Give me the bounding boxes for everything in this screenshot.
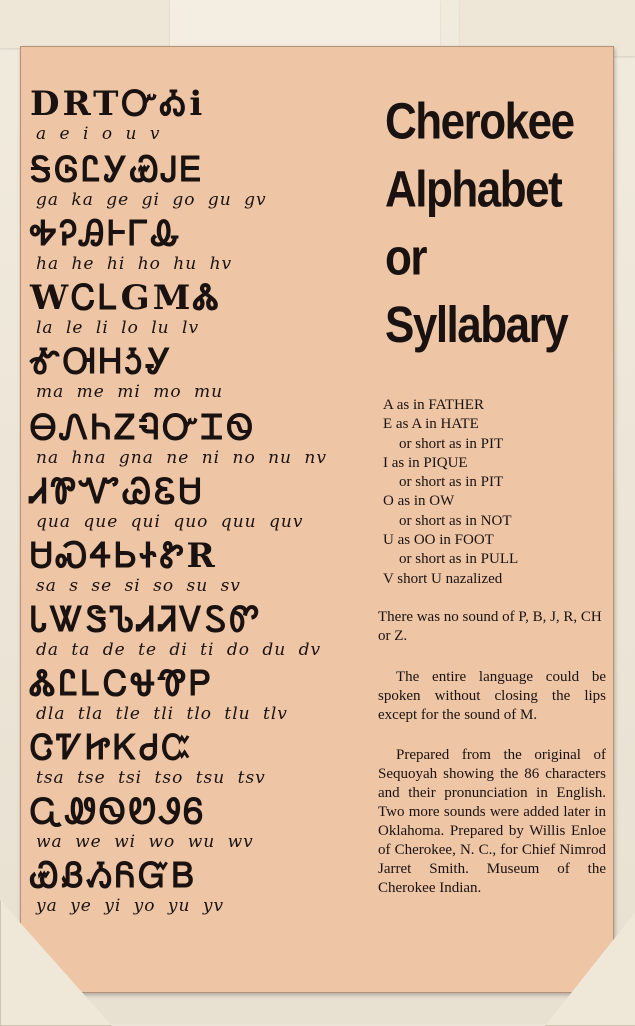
page-title	[385, 88, 605, 359]
syllabary-row	[30, 150, 360, 210]
syllabary-romanization: wa we wi wo wu wv	[36, 832, 254, 852]
syllabary-characters: WᏟᏞGMᏜ	[30, 278, 223, 318]
syllabary-characters: ᎭᎮᎯᎰᎱᎲ	[30, 214, 183, 254]
syllabary-characters: ᏓᏔᏕᏖᏗᏘᏙᏚᏛ	[30, 600, 263, 640]
syllabary-row	[30, 408, 360, 468]
pronunciation-line: or short as in NOT	[399, 512, 512, 529]
syllabary-characters: ᏣᏤᏥᏦᏧᏨ	[30, 728, 194, 768]
syllabary-romanization: ha he hi ho hu hv	[36, 254, 233, 274]
title-line: or	[385, 229, 426, 286]
syllabary-row	[30, 84, 360, 144]
syllabary-characters: ᏯᏰᏱᏲᏳᏴ	[30, 856, 198, 896]
note-prepared-by: Prepared from the original of Sequoyah showing the 86 characters and their pronunciation in English. Two more sounds were added later in Oklahoma. Prepared by Willis Enloe of Cherokee, N. C., for Chief Nimrod Jarret Smith. Museum of the Cherokee Indian.	[378, 747, 606, 896]
pronunciation-line: or short as in PULL	[399, 551, 519, 568]
syllabary-romanization: ga ka ge gi go gu gv	[36, 190, 267, 210]
syllabary-characters: DRTᏅᎣi	[30, 84, 206, 124]
pronunciation-line: A as in FATHER	[383, 397, 484, 413]
syllabary-characters: ᎾᏁᏂᏃᏄᏅᏆᏫ	[30, 408, 256, 448]
syllabary-romanization: a e i o u v	[36, 124, 161, 144]
pronunciation-line: or short as in PIT	[399, 474, 504, 491]
pronunciation-line: V short U nazalized	[383, 570, 503, 587]
pronunciation-line: I as in PIQUE	[383, 454, 468, 471]
note-lips: The entire language could be spoken without closing the lips except for the sound of M.	[378, 669, 606, 723]
syllabary-row	[30, 664, 360, 724]
syllabary-romanization: qua que qui quo quu quv	[36, 512, 304, 532]
pronunciation-line: E as A in HATE	[383, 416, 479, 433]
pronunciation-line: U as OO in FOOT	[383, 532, 494, 549]
syllabary-row	[30, 728, 360, 788]
syllabary-romanization: ma me mi mo mu	[36, 382, 224, 402]
tape-strip	[0, 0, 175, 48]
syllabary-row	[30, 342, 360, 402]
syllabary-row	[30, 472, 360, 532]
syllabary-row	[30, 536, 360, 596]
note-missing-sounds: There was no sound of P, B, J, R, CH or Z.	[378, 609, 602, 644]
syllabary-characters: ᏩᏪᏫᏬᏭᏮ	[30, 792, 207, 832]
title-line: Alphabet	[385, 161, 562, 218]
syllabary-characters: ᏜᏝᏞᏟᏠᏡᏢ	[30, 664, 214, 704]
syllabary-row	[30, 214, 360, 274]
syllabary-romanization: dla tla tle tli tlo tlu tlv	[36, 704, 288, 724]
pronunciation-line: or short as in PIT	[399, 435, 504, 452]
syllabary-romanization: tsa tse tsi tso tsu tsv	[36, 768, 266, 788]
syllabary-romanization: la le li lo lu lv	[36, 318, 200, 338]
syllabary-romanization: sa s se si so su sv	[36, 576, 241, 596]
syllabary-romanization: na hna gna ne ni no nu nv	[36, 448, 327, 468]
pronunciation-guide	[383, 396, 613, 589]
syllabary-romanization: ya ye yi yo yu yv	[36, 896, 225, 916]
syllabary-characters: ᏗᏈᏉᏊᏋᏌ	[30, 472, 205, 512]
syllabary-row	[30, 792, 360, 852]
syllabary-characters: ᎹᎺᎻᎼᎽ	[30, 342, 174, 382]
syllabary-row	[30, 278, 360, 338]
title-line: Cherokee	[385, 93, 574, 151]
syllabary-characters: ᎦᎶᏝᎩᏯᎫᎬ	[30, 150, 205, 190]
pronunciation-line: O as in OW	[383, 493, 455, 510]
syllabary-row	[30, 856, 360, 916]
title-line: Syllabary	[385, 297, 568, 354]
syllabary-romanization: da ta de te di ti do du dv	[36, 640, 322, 660]
syllabary-row	[30, 600, 360, 660]
syllabary-characters: ᏌᏍᏎᏏᏐᏑR	[30, 536, 218, 576]
